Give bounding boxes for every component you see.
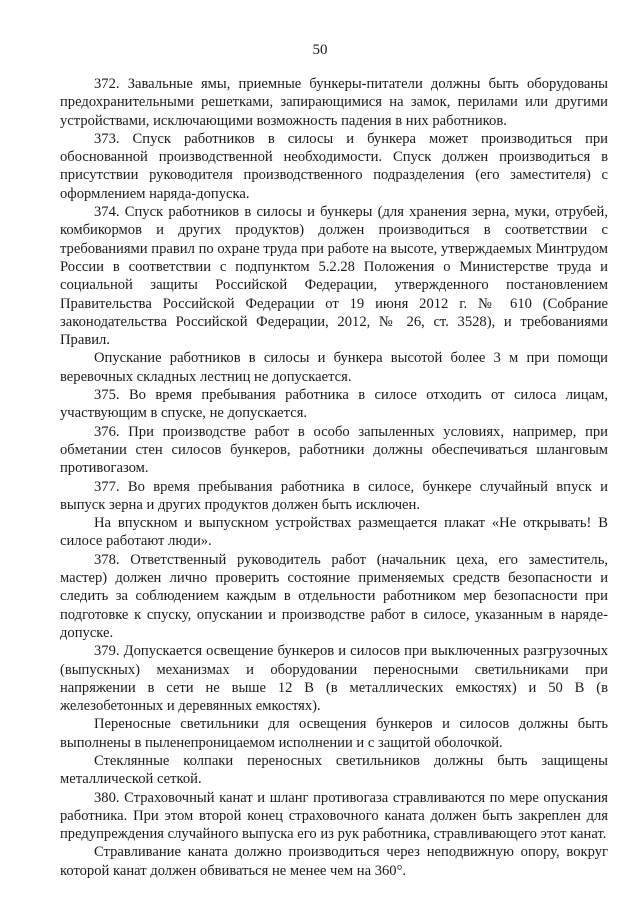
paragraph-376: 376. При производстве работ в особо запыленных условиях, например, при обметании стен силосов бункеров, работники должны обеспечиваться шланговым противогазом.	[60, 423, 608, 477]
paragraph-379-glass-caps: Стеклянные колпаки переносных светильников должны быть защищены металлической сеткой.	[60, 752, 608, 788]
paragraph-374: 374. Спуск работников в силосы и бункеры (для хранения зерна, муки, отрубей, комбикормов и других продуктов) должен производиться в соответствии с требованиями правил по охране труда при работе на высоте, утверждаемых Минтрудом России в соответствии с подпунктом 5.2.28 Положения о Министерстве труда и социальной защиты Российской Федерации, утвержденного постановлением Правительства Российской Федерации от 19 июня 2012 г. № 610 (Собрание законодательства Российской Федерации, 2012, № 26, ст. 3528), и требованиями Правил.	[60, 204, 608, 349]
paragraph-374-lowering-ban: Опускание работников в силосы и бункера высотой более 3 м при помощи веревочных складных лестниц не допускается.	[60, 350, 608, 385]
paragraph-375: 375. Во время пребывания работника в силосе отходить от силоса лицам, участвующим в спуске, не допускается.	[60, 387, 608, 422]
paragraph-373: 373. Спуск работников в силосы и бункера может производиться при обоснованной производственной необходимости. Спуск должен производиться в присутствии руководителя производственного подразделения (его заместителя) с оформлением наряда-допуска.	[60, 130, 608, 202]
paragraph-377: 377. Во время пребывания работника в силосе, бункере случайный впуск и выпуск зерна и других продуктов должен быть исключен.	[60, 478, 608, 513]
paragraph-380: 380. Страховочный канат и шланг противогаза стравливаются по мере опускания работника. При этом второй конец страховочного каната должен быть закреплен для предупреждения случайного выпуска его из рук работника, стравливающего этот канат.	[60, 789, 608, 843]
paragraph-380-rope: Стравливание каната должно производиться через неподвижную опору, вокруг которой канат должен обвиваться не менее чем на 360°.	[60, 844, 608, 879]
paragraph-378: 378. Ответственный руководитель работ (начальник цеха, его заместитель, мастер) должен лично проверить состояние применяемых средств безопасности и следить за соблюдением каждым в отдельности работником мер безопасности при подготовке к спуску, опускании и производстве работ в силосе, указанным в наряде-допуске.	[60, 551, 608, 641]
document-body	[60, 75, 608, 880]
page-number: 50	[312, 42, 328, 58]
paragraph-377-poster: На впускном и выпускном устройствах размещается плакат «Не открывать! В силосе работают люди».	[60, 515, 608, 550]
paragraph-372: 372. Завальные ямы, приемные бункеры-питатели должны быть оборудованы предохранительными решетками, запирающимися на замок, перилами или другими устройствами, исключающими возможность падения в них работников.	[60, 76, 608, 129]
paragraph-379: 379. Допускается освещение бункеров и силосов при выключенных разгрузочных (выпускных) механизмах и оборудовании переносными светильниками при напряжении в сети не выше 12 В (в металлических емкостях) и 50 В (в железобетонных и деревянных емкостях).	[60, 643, 608, 715]
paragraph-379-lamps: Переносные светильники для освещения бункеров и силосов должны быть выполнены в пыленепроницаемом исполнении и с защитой оболочкой.	[60, 716, 608, 751]
